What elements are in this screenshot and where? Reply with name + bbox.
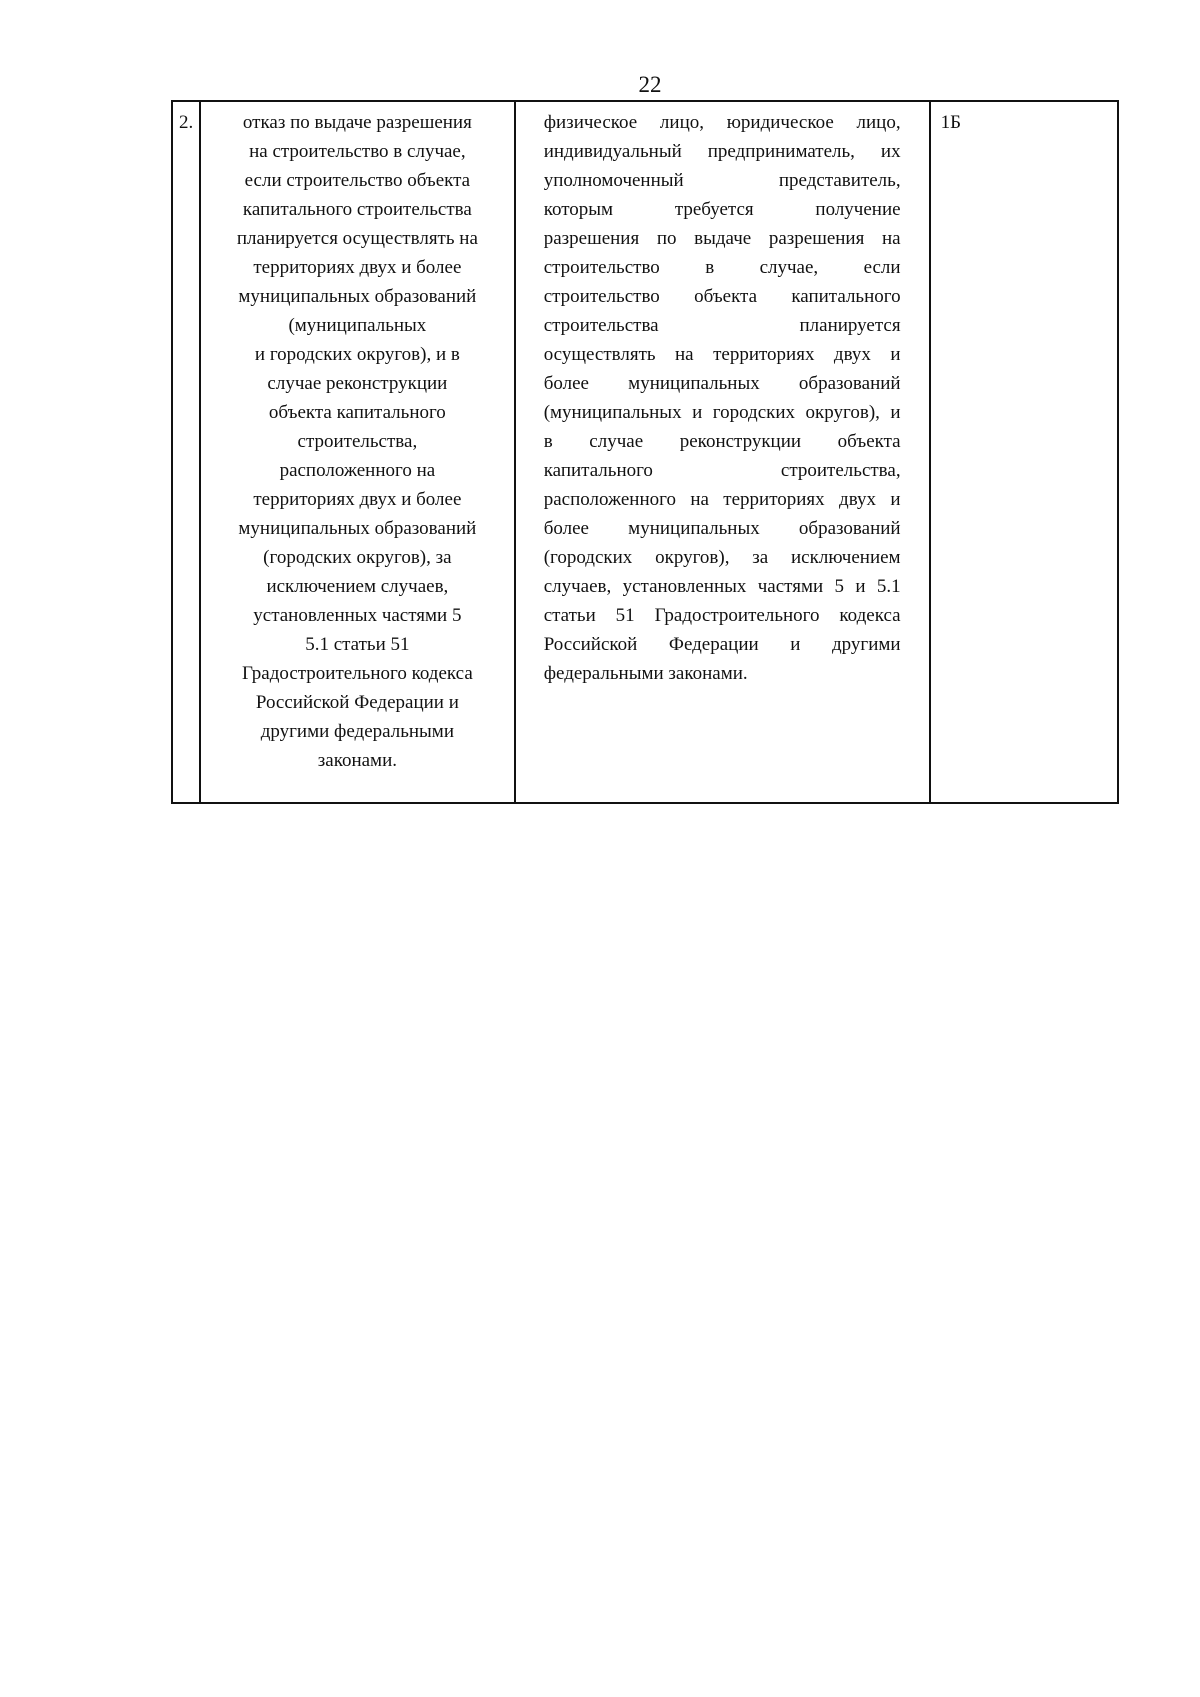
refusal-reason-cell: [200, 101, 515, 803]
refusal-reason-line: территориях двух и более: [253, 257, 462, 278]
refusal-reason-line: на строительство в случае,: [249, 141, 466, 162]
applicant-line: в случае реконструкции объекта: [543, 431, 901, 452]
refusal-reason-text: [229, 108, 486, 775]
applicant-line: физическое лицо, юридическое лицо,: [543, 112, 901, 133]
applicant-line: (городских округов), за исключением: [543, 547, 901, 568]
applicant-cell: [515, 101, 930, 803]
applicant-line: случаев, установленных частями 5 и 5.1: [543, 576, 901, 597]
refusal-reason-line: территориях двух и более: [253, 489, 462, 510]
refusal-reason-line: муниципальных образований: [238, 286, 477, 307]
refusal-reason-line: (муниципальных: [288, 315, 427, 336]
refusal-reason-line: объекта капитального: [268, 402, 446, 423]
refusal-reason-line: и городских округов), и в: [254, 344, 460, 365]
applicant-line: более муниципальных образований: [543, 373, 901, 394]
refusal-reason-line: отказ по выдаче разрешения: [242, 112, 472, 133]
applicant-line: индивидуальный предприниматель, их: [543, 141, 901, 162]
refusal-reason-line: установленных частями 5: [253, 605, 462, 626]
applicant-line: (муниципальных и городских округов), и: [543, 402, 901, 423]
applicant-line: Российской Федерации и другими: [543, 634, 901, 655]
applicant-line: федеральными законами.: [543, 663, 748, 684]
refusal-reason-line: законами.: [317, 750, 397, 771]
code-cell: [930, 101, 1118, 803]
refusal-reason-line: муниципальных образований: [238, 518, 477, 539]
refusal-reason-line: если строительство объекта: [244, 170, 471, 191]
refusal-reason-line: строительства,: [297, 431, 418, 452]
applicant-line: строительство объекта капитального: [543, 286, 901, 307]
applicant-line: которым требуется получение: [543, 199, 901, 220]
applicant-line: разрешения по выдаче разрешения на: [543, 228, 901, 249]
refusal-reason-line: 5.1 статьи 51: [305, 634, 410, 655]
applicant-description-text: [544, 108, 901, 688]
refusal-reason-line: капитального строительства: [242, 199, 472, 220]
refusal-reason-line: Российской Федерации и: [255, 692, 459, 713]
applicant-line: осуществлять на территориях двух и: [543, 344, 901, 365]
applicant-line: уполномоченный представитель,: [543, 170, 901, 191]
refusal-reason-line: Градостроительного кодекса: [241, 663, 473, 684]
refusal-reason-line: расположенного на: [279, 460, 436, 481]
row-number: 2.: [179, 112, 194, 133]
row-number-cell: [172, 101, 200, 803]
table-row: [172, 101, 1118, 803]
variant-code: 1Б: [940, 112, 961, 133]
applicant-line: капитального строительства,: [543, 460, 901, 481]
refusal-reason-line: исключением случаев,: [266, 576, 449, 597]
refusal-reason-line: планируется осуществлять на: [236, 228, 478, 249]
applicant-line: строительство в случае, если: [543, 257, 901, 278]
refusal-reason-line: другими федеральными: [260, 721, 455, 742]
refusal-reason-line: (городских округов), за: [263, 547, 452, 568]
refusal-reason-line: случае реконструкции: [267, 373, 448, 394]
applicant-line: строительства планируется: [543, 315, 901, 336]
page-number: 22: [638, 72, 662, 97]
applicant-line: статьи 51 Градостроительного кодекса: [543, 605, 901, 626]
applicant-line: более муниципальных образований: [543, 518, 901, 539]
applicant-line: расположенного на территориях двух и: [543, 489, 901, 510]
services-table: [171, 100, 1119, 804]
